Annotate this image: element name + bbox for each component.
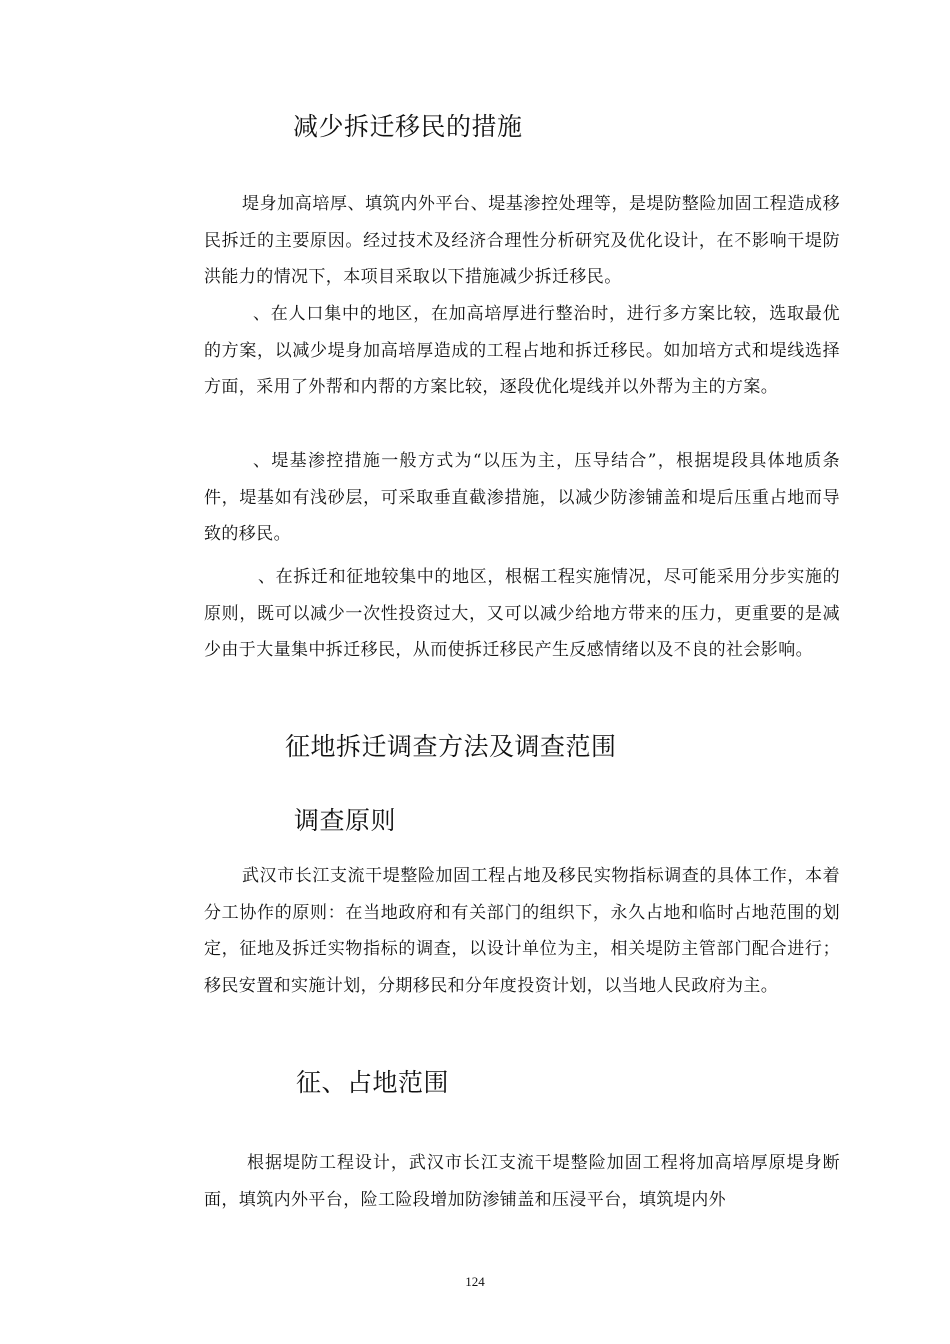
paragraph-main-causes: 堤身加高培厚、填筑内外平台、堤基渗控处理等，是堤防整险加固工程造成移民拆迁的主要原因。经过技术及经济合理性分析研究及优化设计，在不影响干堤防洪能力的情况下，本项目采取以下措施减少拆迁移民。 (204, 194, 840, 288)
subsection-heading-land-scope: 征、占地范围 (296, 1068, 450, 1097)
subsection-heading-survey-principles: 调查原则 (294, 806, 397, 835)
paragraph-measure-3: 、在拆迁和征地较集中的地区，根椐工程实施情况，尽可能采用分步实施的原则，既可以减少一次性投资过大，又可以减少给地方带来的压力，更重要的是减少由于大量集中拆迁移民，从而使拆迁移民产生反感情绪以及不良的社会影响。 (204, 567, 840, 661)
page-number: 124 (465, 1274, 485, 1289)
paragraph-measure-1: 、在人口集中的地区，在加高培厚进行整治时，进行多方案比较，选取最优的方案，以减少堤身加高培厚造成的工程占地和拆迁移民。如加培方式和堤线选择方面，采用了外帮和内帮的方案比较，逐段优化堤线并以外帮为主的方案。 (204, 304, 840, 398)
paragraph-land-scope: 根据堤防工程设计，武汉市长江支流干堤整险加固工程将加高培厚原堤身断面，填筑内外平台，险工险段增加防渗铺盖和压浸平台，填筑堤内外 (204, 1153, 840, 1210)
paragraph-measure-2: 、堤基渗控措施一般方式为“以压为主，压导结合”，根据堤段具体地质条件，堤基如有浅砂层，可采取垂直截渗措施，以减少防渗铺盖和堤后压重占地而导致的移民。 (204, 451, 840, 545)
section-heading-survey-methods: 征地拆迁调查方法及调查范围 (285, 732, 617, 761)
paragraph-survey-principles: 武汉市长江支流干堤整险加固工程占地及移民实物指标调查的具体工作，本着分工协作的原则：在当地政府和有关部门的组织下，永久占地和临时占地范围的划定，征地及拆迁实物指标的调查，以设计单位为主，相关堤防主管部门配合进行；移民安置和实施计划，分期移民和分年度投资计划，以当地人民政府为主。 (204, 866, 840, 996)
section-heading-resettlement-measures: 减少拆迁移民的措施 (293, 112, 523, 141)
